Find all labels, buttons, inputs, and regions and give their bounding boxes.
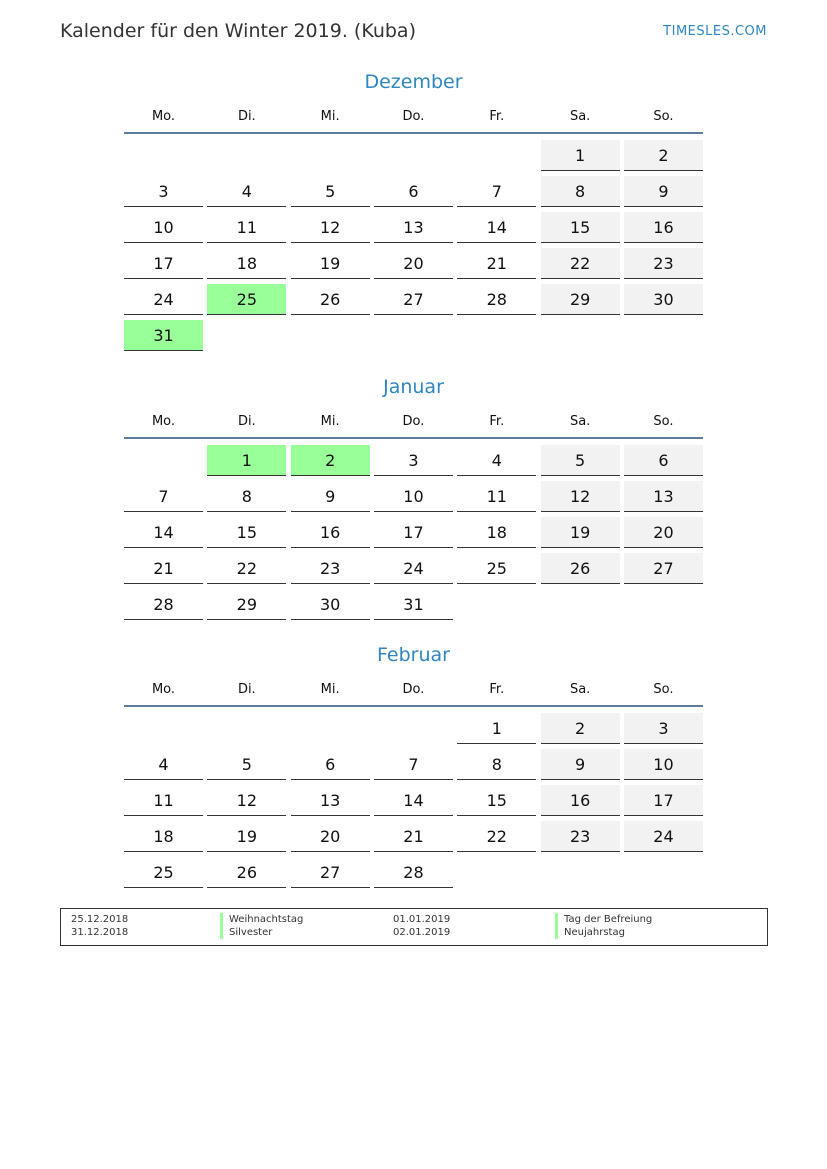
day-cell: 29: [207, 589, 286, 620]
weekday-label: So.: [653, 414, 674, 429]
month-title: Januar: [383, 376, 444, 398]
week-row: [124, 212, 703, 244]
weekday-label: Mo.: [151, 414, 176, 429]
day-cell: 12: [291, 212, 370, 243]
weekday-label: Di.: [237, 109, 256, 124]
week-row: [124, 749, 703, 781]
weekday-label: Mi.: [320, 682, 340, 697]
day-cell: 14: [374, 785, 453, 816]
legend-date: 25.12.2018: [71, 914, 129, 925]
day-cell: 17: [124, 248, 203, 279]
day-cell: 18: [124, 821, 203, 852]
day-cell: 28: [374, 857, 453, 888]
week-row: [124, 481, 703, 513]
empty-day-cell: [624, 857, 703, 887]
day-cell: 9: [624, 176, 703, 207]
empty-day-cell: [457, 589, 536, 619]
empty-day-cell: [207, 320, 286, 350]
empty-day-cell: [124, 445, 203, 475]
day-grid: [124, 713, 703, 889]
weekday-header: [124, 675, 703, 707]
weekday-header: [124, 407, 703, 439]
day-cell: 21: [374, 821, 453, 852]
day-cell: 10: [624, 749, 703, 780]
day-cell: 27: [374, 284, 453, 315]
weekday-label: So.: [653, 682, 674, 697]
page-title: Kalender für den Winter 2019. (Kuba): [60, 20, 416, 42]
empty-day-cell: [541, 857, 620, 887]
legend-holiday-name: Tag der Befreiung: [555, 913, 652, 926]
week-row: [124, 140, 703, 172]
legend-holiday-name: Weihnachtstag: [220, 913, 303, 926]
week-row: [124, 445, 703, 477]
day-cell: 10: [124, 212, 203, 243]
weekday-label: Do.: [402, 682, 425, 697]
legend-date: 31.12.2018: [71, 927, 129, 938]
empty-day-cell: [541, 320, 620, 350]
weekday-label: Mo.: [151, 109, 176, 124]
day-cell: 18: [207, 248, 286, 279]
day-cell: 11: [457, 481, 536, 512]
day-cell: 23: [291, 553, 370, 584]
day-cell: 1: [207, 445, 286, 476]
day-cell: 20: [624, 517, 703, 548]
day-cell: 15: [207, 517, 286, 548]
day-cell: 14: [457, 212, 536, 243]
empty-day-cell: [374, 713, 453, 743]
day-grid: [124, 445, 703, 621]
empty-day-cell: [457, 140, 536, 170]
legend-row: [61, 913, 767, 926]
week-row: [124, 517, 703, 549]
day-cell: 3: [624, 713, 703, 744]
day-cell: 19: [207, 821, 286, 852]
holiday-legend: [60, 908, 768, 946]
day-cell: 22: [541, 248, 620, 279]
day-cell: 9: [291, 481, 370, 512]
day-cell: 28: [124, 589, 203, 620]
day-cell: 24: [374, 553, 453, 584]
day-cell: 8: [541, 176, 620, 207]
day-cell: 1: [541, 140, 620, 171]
day-cell: 13: [624, 481, 703, 512]
day-cell: 27: [624, 553, 703, 584]
empty-day-cell: [124, 713, 203, 743]
weekday-label: Fr.: [489, 109, 505, 124]
day-cell: 12: [541, 481, 620, 512]
day-cell: 23: [624, 248, 703, 279]
week-row: [124, 176, 703, 208]
day-cell: 1: [457, 713, 536, 744]
empty-day-cell: [457, 857, 536, 887]
day-cell: 27: [291, 857, 370, 888]
brand-link[interactable]: TIMESLES.COM: [663, 24, 767, 39]
day-cell: 7: [124, 481, 203, 512]
week-row: [124, 284, 703, 316]
month-february: [124, 641, 703, 893]
day-cell: 18: [457, 517, 536, 548]
legend-date: 02.01.2019: [393, 927, 451, 938]
month-january: [124, 373, 703, 625]
day-cell: 9: [541, 749, 620, 780]
day-cell: 25: [207, 284, 286, 315]
week-row: [124, 857, 703, 889]
day-cell: 8: [457, 749, 536, 780]
weekday-header: [124, 102, 703, 134]
weekday-label: Mo.: [151, 682, 176, 697]
empty-day-cell: [457, 320, 536, 350]
day-cell: 6: [624, 445, 703, 476]
day-cell: 16: [291, 517, 370, 548]
day-cell: 4: [124, 749, 203, 780]
day-cell: 20: [374, 248, 453, 279]
week-row: [124, 589, 703, 621]
week-row: [124, 320, 703, 352]
day-cell: 5: [541, 445, 620, 476]
day-cell: 31: [124, 320, 203, 351]
day-cell: 11: [124, 785, 203, 816]
day-cell: 20: [291, 821, 370, 852]
weekday-label: Do.: [402, 109, 425, 124]
day-cell: 4: [207, 176, 286, 207]
day-cell: 19: [541, 517, 620, 548]
day-cell: 7: [374, 749, 453, 780]
day-cell: 5: [207, 749, 286, 780]
empty-day-cell: [207, 713, 286, 743]
weekday-label: So.: [653, 109, 674, 124]
day-cell: 15: [541, 212, 620, 243]
day-cell: 12: [207, 785, 286, 816]
empty-day-cell: [541, 589, 620, 619]
week-row: [124, 248, 703, 280]
month-title: Februar: [377, 644, 450, 666]
day-cell: 26: [207, 857, 286, 888]
day-cell: 25: [457, 553, 536, 584]
day-cell: 14: [124, 517, 203, 548]
day-cell: 2: [541, 713, 620, 744]
empty-day-cell: [374, 140, 453, 170]
day-cell: 21: [457, 248, 536, 279]
day-cell: 2: [624, 140, 703, 171]
day-cell: 24: [624, 821, 703, 852]
day-cell: 11: [207, 212, 286, 243]
empty-day-cell: [291, 713, 370, 743]
day-cell: 10: [374, 481, 453, 512]
day-cell: 21: [124, 553, 203, 584]
legend-row: [61, 926, 767, 939]
day-cell: 4: [457, 445, 536, 476]
week-row: [124, 553, 703, 585]
day-cell: 3: [374, 445, 453, 476]
day-cell: 16: [541, 785, 620, 816]
day-cell: 17: [624, 785, 703, 816]
weekday-label: Do.: [402, 414, 425, 429]
day-cell: 2: [291, 445, 370, 476]
day-cell: 23: [541, 821, 620, 852]
day-cell: 13: [291, 785, 370, 816]
month-title: Dezember: [364, 71, 463, 93]
empty-day-cell: [291, 140, 370, 170]
week-row: [124, 821, 703, 853]
day-cell: 15: [457, 785, 536, 816]
legend-holiday-name: Neujahrstag: [555, 926, 625, 939]
month-december: [124, 68, 703, 356]
day-cell: 25: [124, 857, 203, 888]
day-cell: 29: [541, 284, 620, 315]
day-cell: 30: [624, 284, 703, 315]
day-cell: 6: [291, 749, 370, 780]
day-cell: 30: [291, 589, 370, 620]
day-grid: [124, 140, 703, 352]
day-cell: 24: [124, 284, 203, 315]
day-cell: 5: [291, 176, 370, 207]
day-cell: 17: [374, 517, 453, 548]
empty-day-cell: [124, 140, 203, 170]
weekday-label: Fr.: [489, 682, 505, 697]
weekday-label: Sa.: [569, 109, 591, 124]
day-cell: 22: [207, 553, 286, 584]
weekday-label: Di.: [237, 414, 256, 429]
weekday-label: Sa.: [569, 682, 591, 697]
legend-holiday-name: Silvester: [220, 926, 272, 939]
weekday-label: Mi.: [320, 414, 340, 429]
empty-day-cell: [207, 140, 286, 170]
legend-date: 01.01.2019: [393, 914, 451, 925]
week-row: [124, 713, 703, 745]
day-cell: 26: [291, 284, 370, 315]
empty-day-cell: [624, 320, 703, 350]
weekday-label: Mi.: [320, 109, 340, 124]
day-cell: 8: [207, 481, 286, 512]
day-cell: 7: [457, 176, 536, 207]
week-row: [124, 785, 703, 817]
empty-day-cell: [374, 320, 453, 350]
day-cell: 3: [124, 176, 203, 207]
day-cell: 13: [374, 212, 453, 243]
empty-day-cell: [291, 320, 370, 350]
weekday-label: Fr.: [489, 414, 505, 429]
day-cell: 28: [457, 284, 536, 315]
day-cell: 6: [374, 176, 453, 207]
day-cell: 16: [624, 212, 703, 243]
day-cell: 31: [374, 589, 453, 620]
weekday-label: Di.: [237, 682, 256, 697]
day-cell: 19: [291, 248, 370, 279]
empty-day-cell: [624, 589, 703, 619]
day-cell: 22: [457, 821, 536, 852]
day-cell: 26: [541, 553, 620, 584]
weekday-label: Sa.: [569, 414, 591, 429]
